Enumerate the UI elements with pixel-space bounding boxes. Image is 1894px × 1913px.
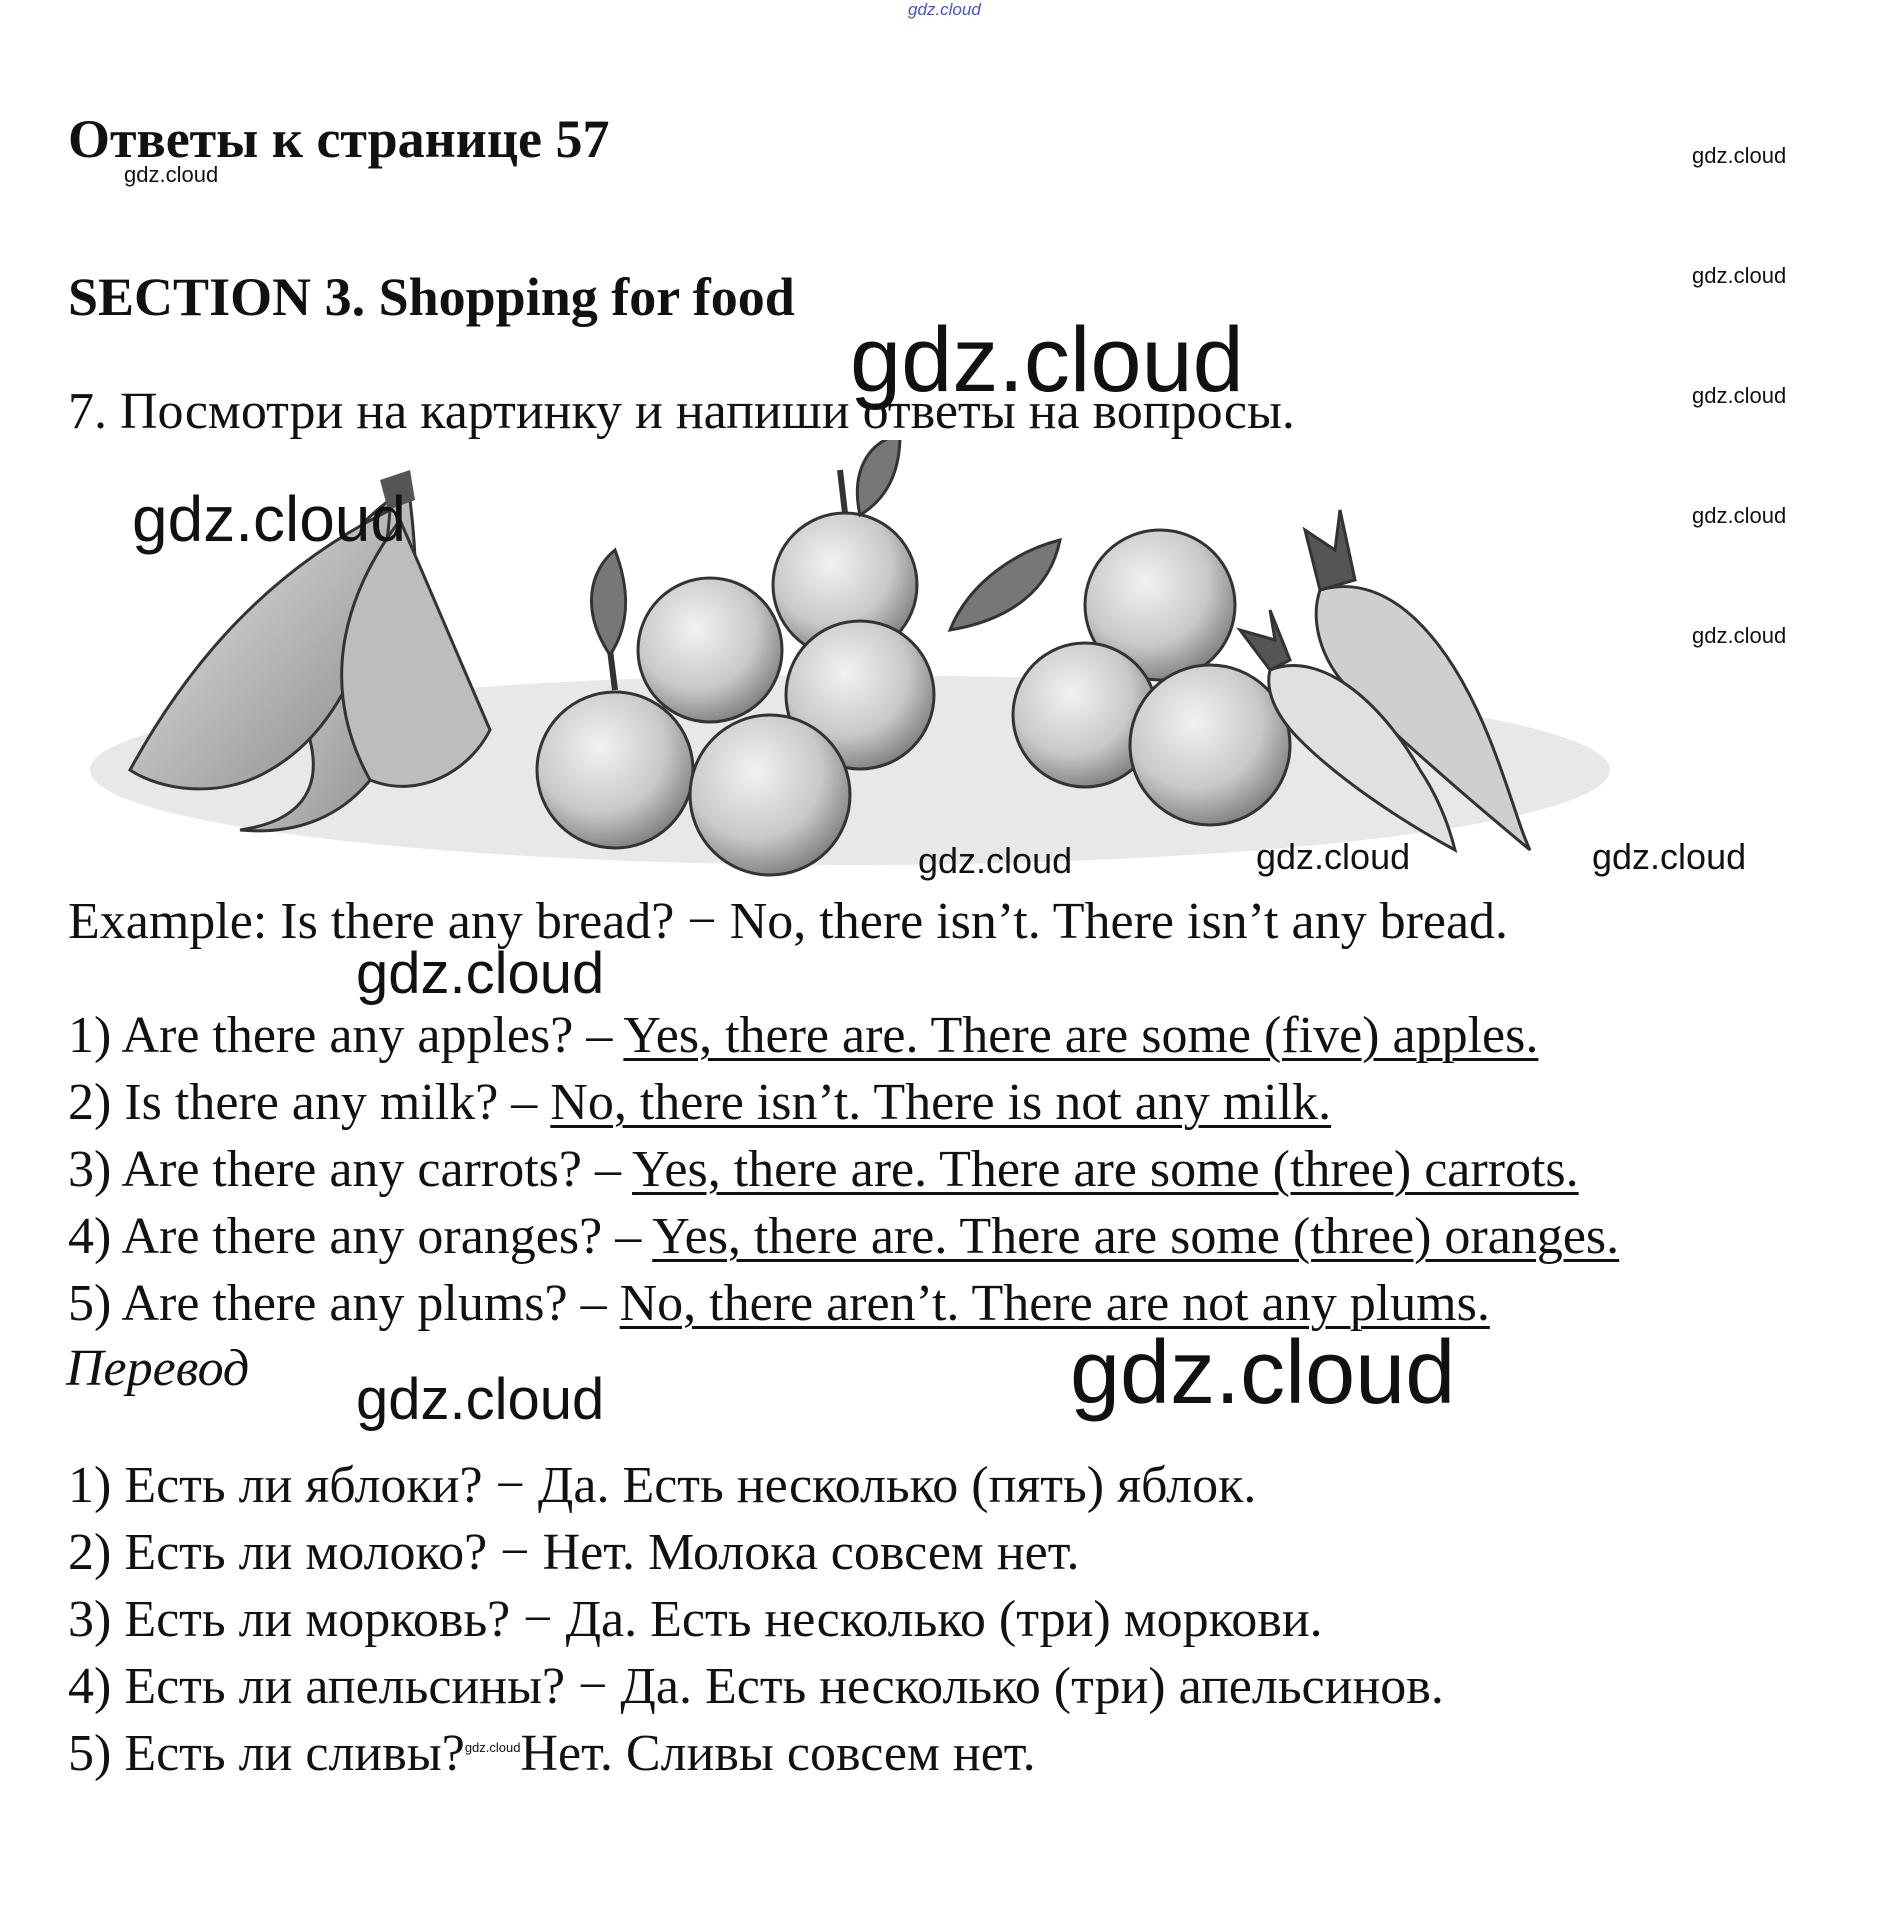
translation-line-3: 3) Есть ли морковь? − Да. Есть несколько (три) моркови. bbox=[68, 1591, 1323, 1648]
watermark: gdz.cloud bbox=[1692, 623, 1787, 648]
translation-line-5 bbox=[68, 1725, 1036, 1782]
watermark: gdz.cloud bbox=[1692, 503, 1787, 528]
page-title: Ответы к странице 57 bbox=[68, 109, 610, 169]
watermark: gdz.cloud bbox=[124, 162, 219, 187]
watermark: gdz.cloud bbox=[918, 840, 1073, 881]
question-text: 4) Are there any oranges? – bbox=[68, 1208, 653, 1265]
translation-answer: Нет. Сливы совсем нет. bbox=[520, 1725, 1036, 1782]
answer-line-3 bbox=[68, 1141, 1579, 1198]
question-text: 5) Are there any plums? – bbox=[68, 1275, 620, 1332]
translation-question: 5) Есть ли сливы? bbox=[68, 1725, 465, 1782]
answer-line-1 bbox=[68, 1007, 1539, 1064]
translation-heading: Перевод bbox=[66, 1340, 250, 1397]
watermark: gdz.cloud bbox=[356, 941, 605, 1006]
watermark: gdz.cloud bbox=[850, 309, 1244, 411]
answer-line-2 bbox=[68, 1074, 1332, 1131]
answer-line-4 bbox=[68, 1208, 1620, 1265]
answer-text: No, there aren’t. There are not any plums. bbox=[619, 1275, 1490, 1332]
watermark: gdz.cloud bbox=[1070, 1323, 1456, 1423]
watermark: gdz.cloud bbox=[1692, 263, 1787, 288]
answer-text: Yes, there are. There are some (five) apples. bbox=[623, 1007, 1539, 1064]
answer-text: No, there isn’t. There is not any milk. bbox=[550, 1074, 1332, 1131]
translation-line-2: 2) Есть ли молоко? − Нет. Молока совсем нет. bbox=[68, 1524, 1080, 1581]
translation-line-1: 1) Есть ли яблоки? − Да. Есть несколько (пять) яблок. bbox=[68, 1457, 1257, 1514]
watermark: gdz.cloud bbox=[1256, 836, 1411, 877]
answer-text: Yes, there are. There are some (three) oranges. bbox=[652, 1208, 1620, 1265]
translation-line-4: 4) Есть ли апельсины? − Да. Есть несколько (три) апельсинов. bbox=[68, 1658, 1444, 1715]
question-text: 1) Are there any apples? – bbox=[68, 1007, 624, 1064]
task-instruction: 7. Посмотри на картинку и напиши ответы на вопросы. bbox=[68, 383, 1295, 440]
question-text: 3) Are there any carrots? – bbox=[68, 1141, 633, 1198]
watermark: gdz.cloud bbox=[1692, 383, 1787, 408]
section-title: SECTION 3. Shopping for food bbox=[68, 267, 795, 327]
watermark: gdz.cloud bbox=[1592, 836, 1747, 877]
oranges-icon bbox=[1013, 530, 1290, 825]
watermark: gdz.cloud bbox=[1692, 143, 1787, 168]
watermark: gdz.cloud bbox=[464, 1740, 521, 1755]
watermark-top: gdz.cloud bbox=[908, 0, 981, 19]
question-text: 2) Is there any milk? – bbox=[68, 1074, 551, 1131]
answer-text: Yes, there are. There are some (three) carrots. bbox=[632, 1141, 1579, 1198]
watermark: gdz.cloud bbox=[356, 1367, 605, 1432]
example-sentence: Example: Is there any bread? − No, there isn’t. There isn’t any bread. bbox=[68, 893, 1509, 950]
watermark: gdz.cloud bbox=[132, 483, 406, 555]
